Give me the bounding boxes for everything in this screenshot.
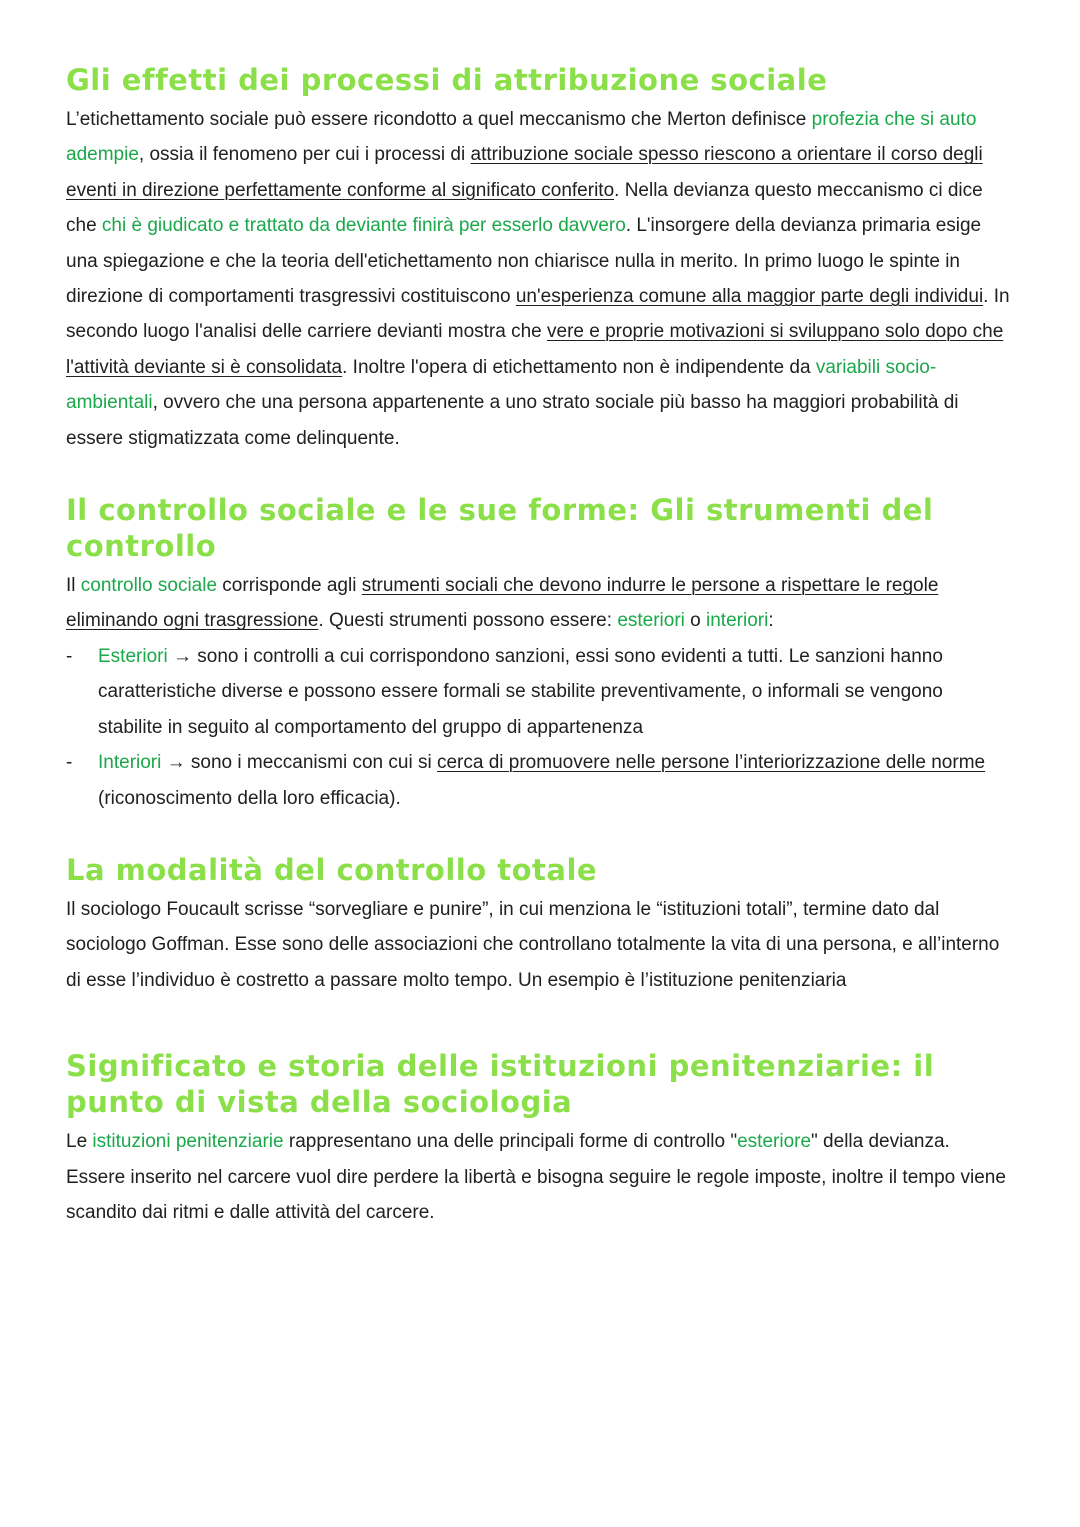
section-heading: Gli effetti dei processi di attribuzione sociale <box>66 63 828 97</box>
arrow-icon: → <box>172 645 192 667</box>
highlighted-term: Interiori <box>98 752 162 774</box>
text-run: . Questi strumenti possono essere: <box>318 610 618 632</box>
text-run: o <box>684 610 707 632</box>
list-dash: - <box>66 645 73 667</box>
section-heading: Significato e storia delle istituzioni penitenziarie: il punto di vista della sociologia <box>66 1049 935 1120</box>
highlighted-term: istituzioni penitenziarie <box>92 1131 284 1153</box>
text-run: " della devianza. Essere inserito nel carcere vuol dire perdere la libertà e bisogna seguire le regole imposte, inoltre il tempo viene scandito dai ritmi e dalle attività del carcere. <box>66 1131 1006 1223</box>
highlighted-term: interiori <box>706 610 769 632</box>
underlined-text: un'esperienza comune alla maggior parte degli individui <box>515 286 984 308</box>
text-run: rappresentano una delle principali forme di controllo " <box>283 1131 738 1153</box>
underlined-text: vere e proprie motivazioni si sviluppano solo dopo che l'attività deviante si è consolidata <box>66 321 1004 378</box>
list-item-esteriori <box>66 639 1010 745</box>
text-run: corrisponde agli <box>217 575 362 597</box>
section-paragraph <box>66 102 1010 456</box>
arrow-icon: → <box>166 752 186 774</box>
section-attribuzione-sociale <box>66 62 1010 456</box>
underlined-text: strumenti sociali che devono indurre le persone a rispettare le regole eliminando ogni trasgressione <box>66 575 939 632</box>
text-run: . Nella devianza questo meccanismo ci dice che <box>66 179 983 237</box>
section-controllo-totale <box>66 852 1010 998</box>
section-paragraph <box>66 568 1010 639</box>
highlighted-term: variabili socio-ambientali <box>66 356 937 414</box>
section-paragraph: Il sociologo Foucault scrisse “sorvegliare e punire”, in cui menziona le “istituzioni totali”, termine dato dal sociologo Goffman. Esse sono delle associazioni che controllano totalmente la vita di una persona, e all’interno di esse l’individuo è costretto a passare molto tempo. Un esempio è l’istituzione penitenziaria <box>66 898 1000 991</box>
text-run: , ovvero che una persona appartenente a uno strato sociale più basso ha maggiori probabilità di essere stigmatizzata come delinquente. <box>66 392 959 449</box>
underlined-text: cerca di promuovere nelle persone l’interiorizzazione delle norme <box>436 752 986 774</box>
text-run: : <box>768 610 774 632</box>
text-run: (riconoscimento della loro efficacia). <box>98 787 401 809</box>
highlighted-term: chi è giudicato e trattato da deviante finirà per esserlo davvero <box>101 215 626 237</box>
list-dash: - <box>66 752 73 774</box>
highlighted-term: esteriori <box>617 610 685 632</box>
text-run: . L'insorgere della devianza primaria esige una spiegazione e che la teoria dell'etichettamento non chiarisce nulla in merito. In primo luogo le spinte in direzione di comportamenti trasgressivi costituiscono <box>66 215 982 308</box>
section-heading: La modalità del controllo totale <box>66 852 598 887</box>
underlined-text: attribuzione sociale spesso riescono a orientare il corso degli eventi in direzione perfettamente conforme al significato conferito <box>66 144 983 201</box>
section-paragraph <box>66 1124 1010 1230</box>
section-istituzioni-penitenziarie <box>66 1048 1010 1230</box>
text-run: sono i controlli a cui corrispondono sanzioni, essi sono evidenti a tutti. Le sanzioni hanno caratteristiche diverse e possono essere formali se stabilite preventivamente, o informali se vengono stabilite in seguito al comportamento del gruppo di appartenenza <box>98 645 943 738</box>
highlighted-term: profezia che si auto adempie <box>66 109 977 166</box>
text-run: Le <box>66 1131 93 1153</box>
highlighted-term: controllo sociale <box>80 575 218 597</box>
section-controllo-sociale <box>66 492 1010 816</box>
text-run: L’etichettamento sociale può essere ricondotto a quel meccanismo che Merton definisce <box>66 109 812 130</box>
section-heading: Il controllo sociale e le sue forme: Gli strumenti del controllo <box>66 493 934 564</box>
highlighted-term: Esteriori <box>98 645 168 667</box>
text-run: Il <box>66 575 81 597</box>
text-run: , ossia il fenomeno per cui i processi di <box>138 144 471 166</box>
controls-list <box>66 639 1010 816</box>
text-run: . Inoltre l'opera di etichettamento non è indipendente da <box>342 356 816 378</box>
list-item-interiori <box>66 745 1010 816</box>
text-run: . In secondo luogo l'analisi delle carriere devianti mostra che <box>66 286 1010 343</box>
text-run: sono i meccanismi con cui si <box>185 752 437 774</box>
highlighted-term: esteriore <box>737 1131 812 1153</box>
